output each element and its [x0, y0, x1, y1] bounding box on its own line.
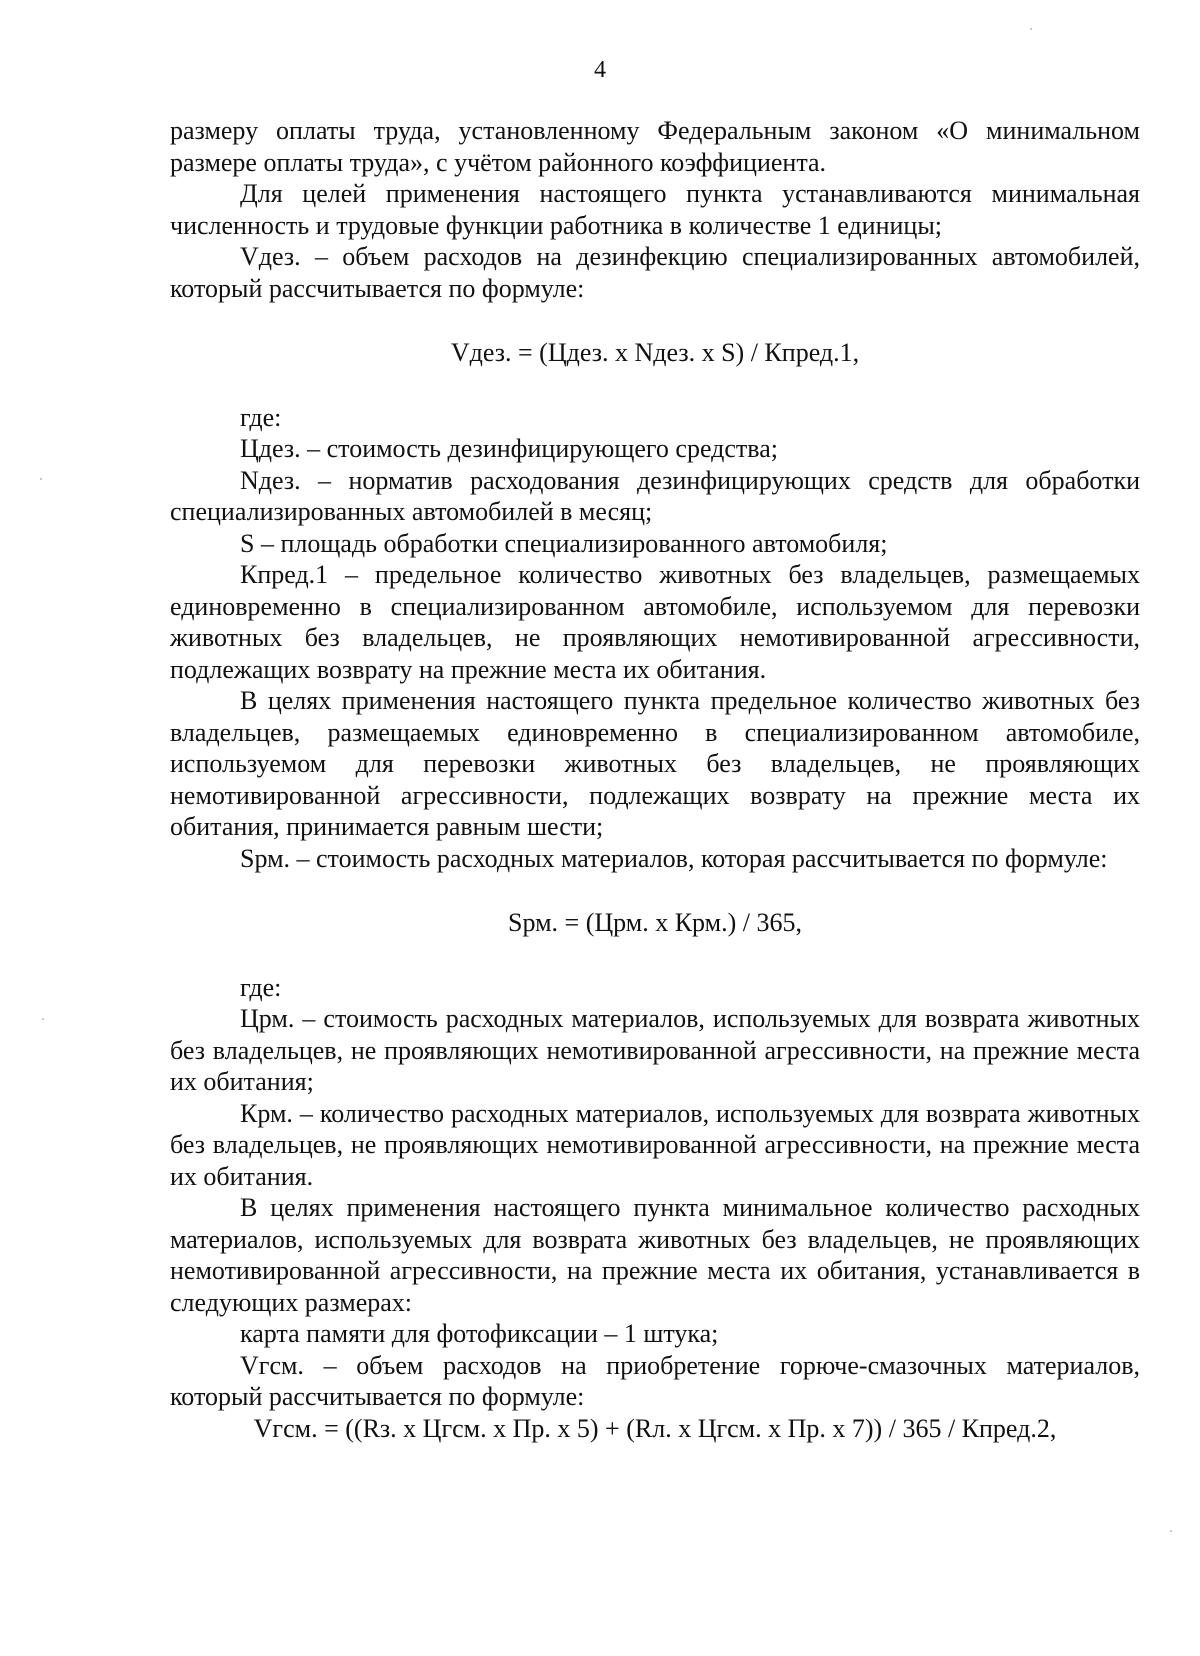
paragraph: Црм. – стоимость расходных материалов, используемых для возврата животных без владельцев, не проявляющих немотивированной агрессивности, на прежние места их обитания; [170, 1004, 1140, 1096]
formula-vdez: Vдез. = (Цдез. х Nдез. х S) / Кпред.1, [450, 338, 860, 367]
scan-speck [1030, 28, 1032, 30]
paragraph: S – площадь обработки специализированного автомобиля; [240, 528, 888, 558]
formula-vgsm: Vгсм. = ((Rз. х Цгсм. х Пр. х 5) + (Rл. х Цгсм. х Пр. х 7)) / 365 / Кпред.2, [253, 1413, 1057, 1443]
paragraph: размеру оплаты труда, установленному Федеральным законом «О минимальном размере оплаты труда», с учётом районного коэффициента. [170, 116, 1140, 177]
paragraph: карта памяти для фотофиксации – 1 штука; [240, 1319, 719, 1348]
scan-speck [1170, 1530, 1172, 1532]
document-body [170, 115, 1140, 1444]
scan-speck [42, 1018, 44, 1020]
where-label: где: [240, 972, 282, 1002]
paragraph: Nдез. – норматив расходования дезинфицирующих средств для обработки специализированных автомобилей в месяц; [170, 465, 1140, 526]
paragraph: Крм. – количество расходных материалов, используемых для возврата животных без владельцев, не проявляющих немотивированной агрессивности, на прежние места их обитания. [170, 1098, 1140, 1191]
formula-srm: Sрм. = (Црм. х Крм.) / 365, [508, 908, 802, 937]
paragraph: В целях применения настоящего пункта минимальное количество расходных материалов, используемых для возврата животных без владельцев, не проявляющих немотивированной агрессивности, на прежние места их обитания, устанавливается в следующих размерах: [170, 1193, 1140, 1317]
paragraph: Цдез. – стоимость дезинфицирующего средства; [240, 434, 778, 463]
paragraph: Кпред.1 – предельное количество животных без владельцев, размещаемых единовременно в специализированном автомобиле, используемом для перевозки животных без владельцев, не проявляющих немотивированной агрессивности, подлежащих возврату на прежние места их обитания. [170, 560, 1140, 684]
scan-speck [40, 478, 42, 480]
paragraph: В целях применения настоящего пункта предельное количество животных без владельцев, размещаемых единовременно в специализированном автомобиле, используемом для перевозки животных без владельцев, не проявляющих немотивированной агрессивности, подлежащих возврату на прежние места их обитания, принимается равным шести; [170, 686, 1140, 841]
paragraph: Для целей применения настоящего пункта устанавливаются минимальная численность и трудовые функции работника в количестве 1 единицы; [170, 179, 1140, 240]
page-number: 4 [594, 57, 606, 83]
paragraph: Vгсм. – объем расходов на приобретение горюче-смазочных материалов, который рассчитывается по формуле: [170, 1350, 1140, 1411]
where-label: где: [240, 402, 282, 432]
paragraph: Vдез. – объем расходов на дезинфекцию специализированных автомобилей, который рассчитывается по формуле: [170, 242, 1140, 303]
paragraph: Sрм. – стоимость расходных материалов, которая рассчитывается по формуле: [240, 843, 1108, 873]
